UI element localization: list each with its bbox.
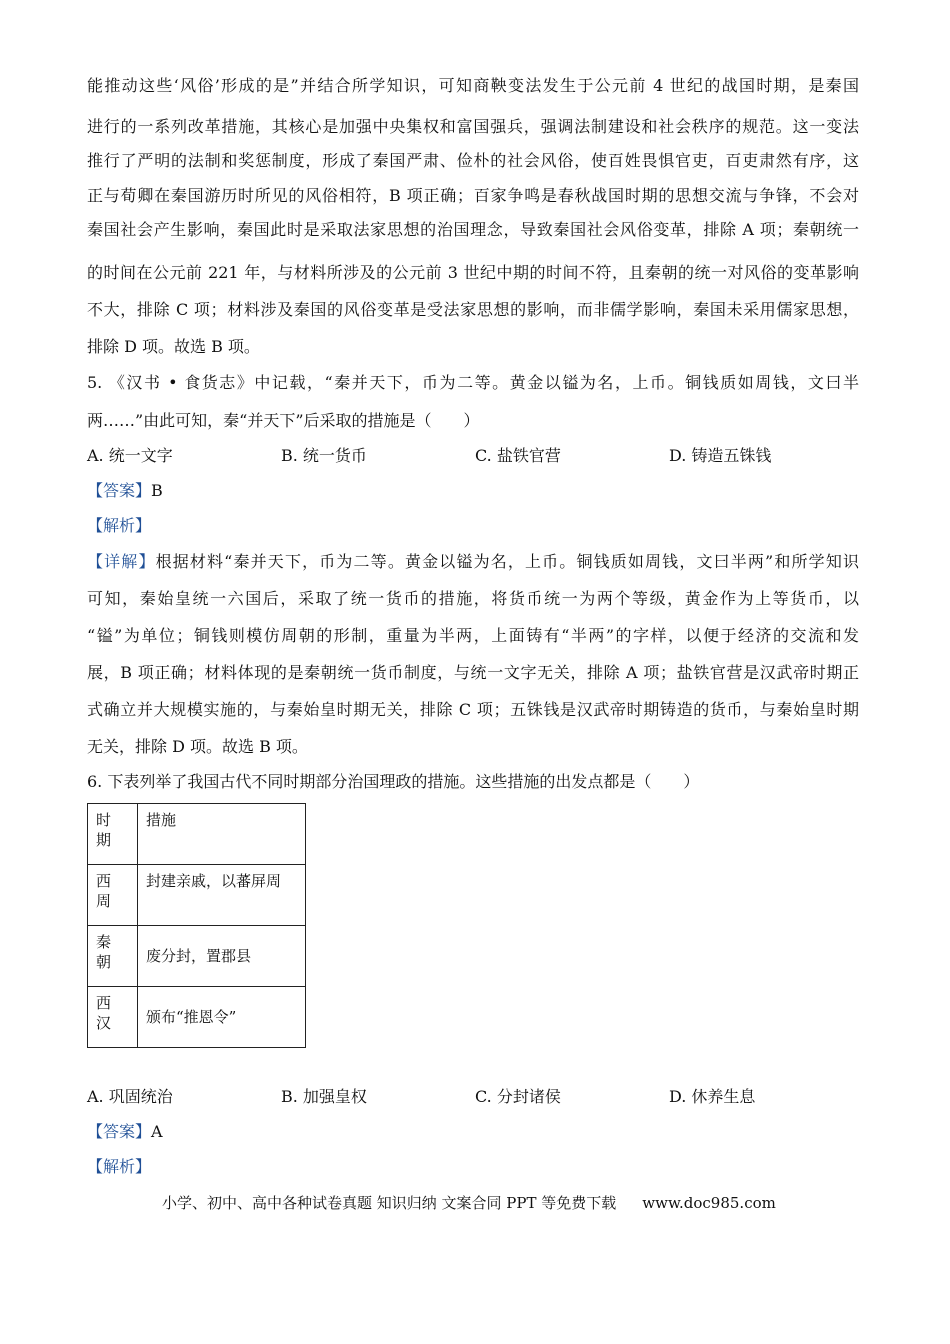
q6-analysis: [87, 1157, 151, 1177]
analysis-tag: 【解析】: [87, 1157, 152, 1176]
text-line: 的时间在公元前 221 年，与材料所涉及的公元前 3 世纪中期的时间不符，且秦朝的统一对风俗的变革影响: [87, 263, 859, 282]
text-line: 进行的一系列改革措施，其核心是加强中央集权和富国强兵，强调法制建设和社会秩序的规范。这一变法: [87, 117, 859, 136]
q5-detail-line: 展，B 项正确；材料体现的是秦朝统一货币制度，与统一文字无关，排除 A 项；盐铁官营是汉武帝时期正: [87, 663, 859, 682]
q6-option-a: A. 巩固统治: [87, 1087, 173, 1106]
q6-answer: [87, 1122, 163, 1142]
text-line: 能推动这些‘风俗’形成的是”并结合所学知识，可知商鞅变法发生于公元前 4 世纪的战国时期，是秦国: [87, 76, 859, 95]
q5-option-a: A. 统一文字: [87, 446, 173, 465]
q5-detail-line: “镒”为单位；铜钱则模仿周朝的形制，重量为半两，上面铸有“半两”的字样，以便于经济的交流和发: [87, 626, 859, 645]
analysis-tag: 【解析】: [87, 516, 152, 535]
answer-value: B: [151, 481, 163, 500]
answer-value: A: [151, 1122, 163, 1141]
q5-analysis: [87, 516, 151, 536]
table-cell: 秦朝: [88, 926, 138, 987]
table-row: [88, 865, 306, 926]
detail-text: 根据材料“秦并天下，币为二等。黄金以镒为名，上币。铜钱质如周钱，文曰半两”和所学知识: [155, 552, 859, 571]
table-row: [88, 987, 306, 1048]
q5-option-c: C. 盐铁官营: [475, 446, 561, 465]
text-line: 不大，排除 C 项；材料涉及秦国的风俗变革是受法家思想的影响，而非儒学影响，秦国未采用儒家思想，: [87, 300, 859, 319]
text-line: 秦国社会产生影响，秦国此时是采取法家思想的治国理念，导致秦国社会风俗变革，排除 A 项；秦朝统一: [87, 220, 859, 239]
text-line: 排除 D 项。故选 B 项。: [87, 337, 260, 356]
q5-answer: [87, 481, 163, 501]
table-cell: 封建亲戚，以蕃屏周: [138, 865, 306, 926]
table-header-row: [88, 804, 306, 865]
q5-option-b: B. 统一货币: [281, 446, 367, 465]
table-cell: 废分封，置郡县: [138, 926, 306, 987]
q5-detail-line: 可知，秦始皇统一六国后，采取了统一货币的措施，将货币统一为两个等级，黄金作为上等货币，以: [87, 589, 859, 608]
question-5-stem: 5. 《汉书 • 食货志》中记载，“秦并天下，币为二等。黄金以镒为名，上币。铜钱质如周钱，文曰半: [87, 373, 859, 392]
q6-option-c: C. 分封诸侯: [475, 1087, 561, 1106]
table-cell: 时期: [88, 804, 138, 865]
answer-tag: 【答案】: [87, 481, 152, 500]
q5-detail-line: [87, 552, 859, 572]
question-6-stem: 6. 下表列举了我国古代不同时期部分治国理政的措施。这些措施的出发点都是（ ）: [87, 772, 700, 791]
footer-url[interactable]: www.doc985.com: [642, 1194, 776, 1212]
q6-option-d: D. 休养生息: [669, 1087, 756, 1106]
table-cell: 西汉: [88, 987, 138, 1048]
footer-text: 小学、初中、高中各种试卷真题 知识归纳 文案合同 PPT 等免费下载: [162, 1194, 617, 1212]
text-line: 推行了严明的法制和奖惩制度，形成了秦国严肃、俭朴的社会风俗，使百姓畏惧官吏，百吏肃然有序，这: [87, 151, 859, 170]
answer-tag: 【答案】: [87, 1122, 152, 1141]
q5-option-d: D. 铸造五铢钱: [669, 446, 772, 465]
measures-table: [87, 803, 306, 1048]
q5-detail-line: 无关，排除 D 项。故选 B 项。: [87, 737, 308, 756]
table-row: [88, 926, 306, 987]
table-cell: 措施: [138, 804, 306, 865]
detail-tag: 【详解】: [87, 552, 156, 571]
page-footer: [162, 1192, 776, 1213]
table-cell: 西周: [88, 865, 138, 926]
table-cell: 颁布“推恩令”: [138, 987, 306, 1048]
q6-option-b: B. 加强皇权: [281, 1087, 367, 1106]
question-5-stem: 两……”由此可知，秦“并天下”后采取的措施是（ ）: [87, 411, 480, 430]
q5-detail-line: 式确立并大规模实施的，与秦始皇时期无关，排除 C 项；五铢钱是汉武帝时期铸造的货币，与秦始皇时期: [87, 700, 859, 719]
text-line: 正与荀卿在秦国游历时所见的风俗相符，B 项正确；百家争鸣是春秋战国时期的思想交流与争锋，不会对: [87, 186, 859, 205]
